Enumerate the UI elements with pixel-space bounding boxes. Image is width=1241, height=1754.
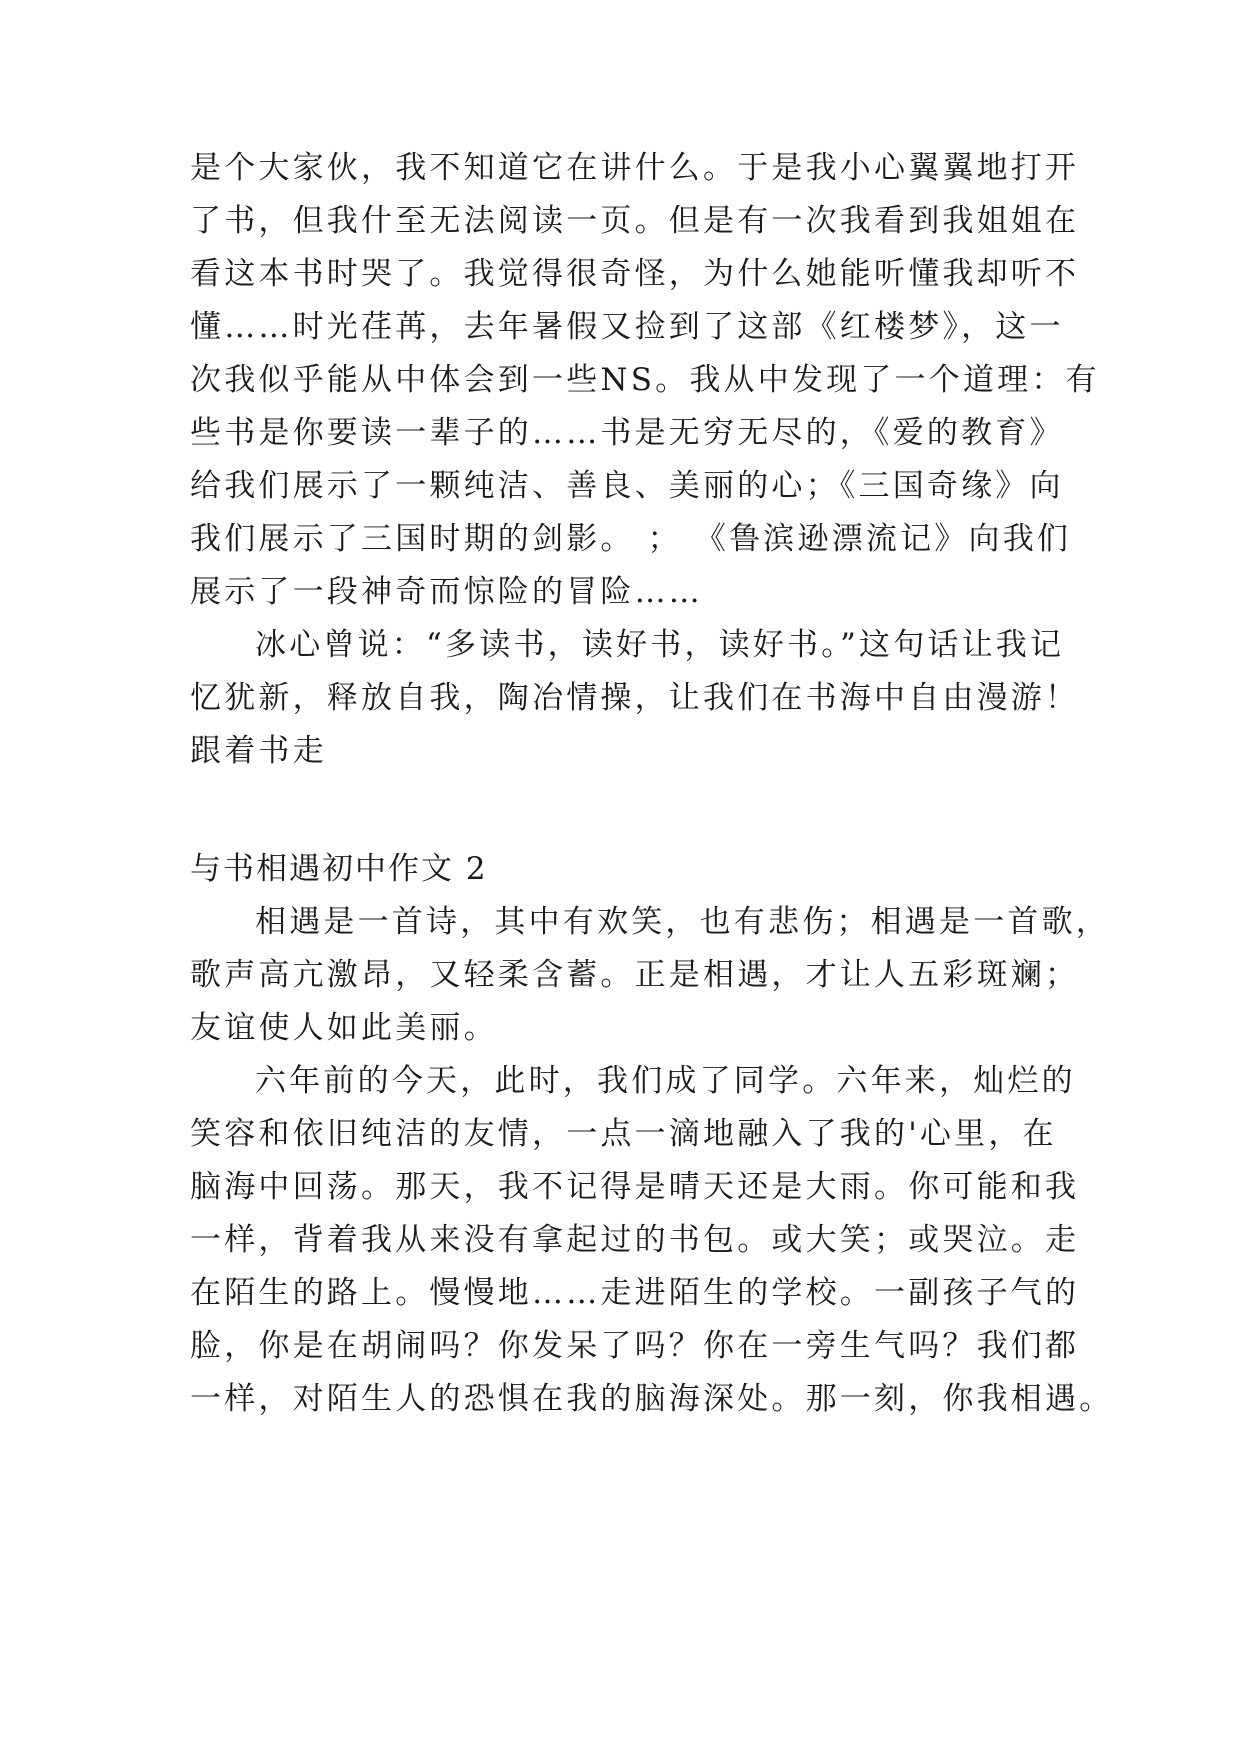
section-heading: 与书相遇初中作文 2 — [190, 851, 488, 887]
text-line: 我们展示了三国时期的剑影。 ； 《鲁滨逊漂流记》向我们 — [190, 521, 1072, 557]
text-line: 六年前的今天，此时，我们成了同学。六年来，灿烂的 — [255, 1063, 1076, 1099]
text-line: 一样，对陌生人的恐惧在我的脑海深处。那一刻，你我相遇。 — [190, 1381, 1114, 1417]
text-line: 笑容和依旧纯洁的友情，一点一滴地融入了我的'心里，在 — [190, 1116, 1057, 1152]
text-line: 歌声高亢激昂，又轻柔含蓄。正是相遇，才让人五彩斑斓； — [190, 957, 1080, 993]
text-line: 了书，但我什至无法阅读一页。但是有一次我看到我姐姐在 — [190, 203, 1080, 239]
text-line: 忆犹新，释放自我，陶冶情操，让我们在书海中自由漫游！ — [190, 680, 1080, 716]
text-line: 次我似乎能从中体会到一些NS。我从中发现了一个道理：有 — [190, 362, 1100, 398]
text-line: 友谊使人如此美丽。 — [190, 1010, 498, 1046]
text-line: 跟着书走 — [190, 733, 327, 769]
text-line: 懂……时光荏苒，去年暑假又捡到了这部《红楼梦》，这一 — [190, 309, 1064, 345]
text-line: 看这本书时哭了。我觉得很奇怪，为什么她能听懂我却听不 — [190, 256, 1080, 292]
text-line: 展示了一段神奇而惊险的冒险…… — [190, 574, 703, 610]
text-line: 脸，你是在胡闹吗？你发呆了吗？你在一旁生气吗？我们都 — [190, 1328, 1080, 1364]
text-line: 些书是你要读一辈子的……书是无穷无尽的，《爱的教育》 — [190, 415, 1064, 451]
text-line: 冰心曾说：“多读书，读好书，读好书。”这句话让我记 — [255, 627, 1065, 663]
text-line: 脑海中回荡。那天，我不记得是晴天还是大雨。你可能和我 — [190, 1169, 1080, 1205]
text-line: 一样，背着我从来没有拿起过的书包。或大笑；或哭泣。走 — [190, 1222, 1080, 1258]
text-line: 给我们展示了一颗纯洁、善良、美丽的心；《三国奇缘》向 — [190, 468, 1064, 504]
text-line: 在陌生的路上。慢慢地……走进陌生的学校。一副孩子气的 — [190, 1275, 1080, 1311]
text-line: 相遇是一首诗，其中有欢笑，也有悲伤；相遇是一首歌， — [255, 904, 1110, 940]
text-line: 是个大家伙，我不知道它在讲什么。于是我小心翼翼地打开 — [190, 150, 1080, 186]
